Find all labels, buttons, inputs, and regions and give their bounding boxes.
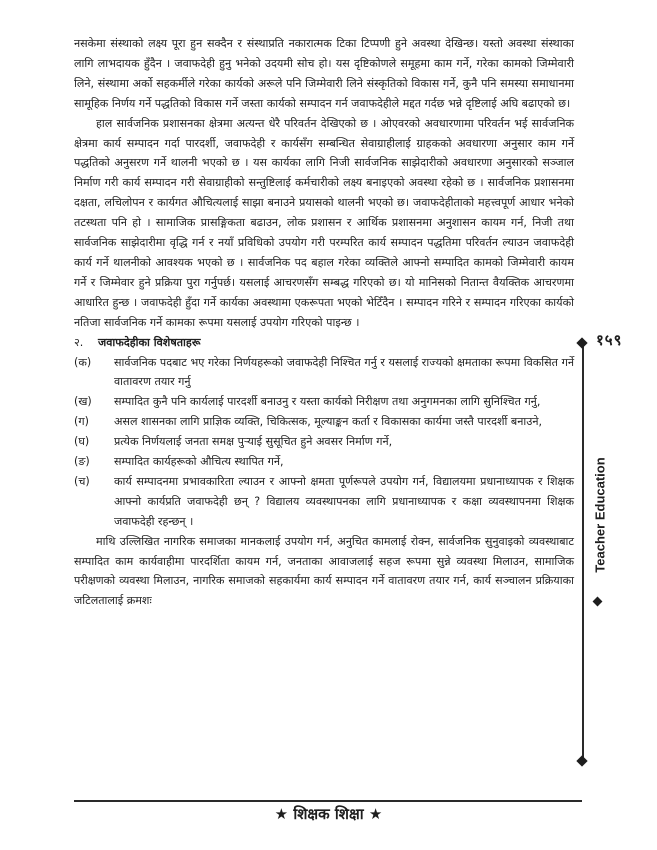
list-item [74,412,574,432]
list-item-text: सार्वजनिक पदबाट भए गरेका निर्णयहरूको जवाफदेही निश्चित गर्नु र यसलाई राज्यको क्षमताका रूपमा विकसित गर्ने वातावरण तयार गर्नु [114,355,574,389]
paragraph-closing: माथि उल्लिखित नागरिक समाजका मानकलाई उपयोग गर्न, अनुचित कामलाई रोक्न, सार्वजनिक सुनुवाइको व्यवस्थाबाट सम्पादित काम कार्यवाहीमा पारदर्शिता कायम गर्न, जनताका आवाजलाई सहज रूपमा सुन्ने व्यवस्था मिलाउन, सामाजिक परीक्षणको व्यवस्था मिलाउन, नागरिक समाजको सहकार्यमा कार्य सम्पादन गर्ने वातावरण तयार गर्न, कार्य सञ्चालन प्रक्रियाका जटिलतालाई क्रमशः [74,534,574,608]
side-label: Teacher Education [592,457,608,573]
list-item-text: कार्य सम्पादनमा प्रभावकारिता ल्याउन र आफ्नो क्षमता पूर्णरूपले उपयोग गर्न, विद्यालयमा प्रधानाध्यापक र शिक्षक आफ्नो कार्यप्रति जवाफदेही छन् ? विद्यालय व्यवस्थापनका लागि प्रधानाध्यापक र कक्षा व्यवस्थापनमा शिक्षक जवाफदेही रहन्छन् । [114,474,574,528]
list-item [74,392,574,412]
diamond-ornament-icon [576,337,587,348]
characteristics-list [74,353,574,532]
diamond-ornament-icon [576,755,587,766]
footer-rule [74,800,582,802]
page-number: १५९ [596,331,623,349]
section-number: २. [74,335,84,349]
list-marker: (ख) [74,395,92,409]
section-title: जवाफदेहीका विशेषताहरू [98,335,201,349]
diamond-bullet-icon [593,597,603,607]
list-item-text: प्रत्येक निर्णयलाई जनता समक्ष पुर्‍याई सुसूचित हुने अवसर निर्माण गर्ने, [114,435,393,449]
margin-rule [582,343,584,761]
list-marker: (क) [74,355,92,369]
section-heading [74,333,574,353]
list-item-text: सम्पादित कार्यहरूको औचित्य स्थापित गर्ने, [114,455,284,469]
list-item [74,472,574,532]
list-marker: (च) [74,474,90,488]
list-item-text: सम्पादित कुनै पनि कार्यलाई पारदर्शी बनाउनु र यस्ता कार्यको निरीक्षण तथा अनुगमनका लागि सुनिश्चित गर्नु, [114,395,541,409]
paragraph-public-administration: हाल सार्वजनिक प्रशासनका क्षेत्रमा अत्यन्त धेरै परिवर्तन देखिएको छ । ओएवरको अवधारणामा परिवर्तन भई सार्वजनिक क्षेत्रमा कार्य सम्पादन गर्दा पारदर्शी, जवाफदेही र कार्यसँग सम्बन्धित सेवाग्राहीलाई ग्राहकको अवधारणा अनुसार काम गर्ने पद्धतिको अनुसरण गर्ने थालनी भएको छ । यस कार्यका लागि निजी सार्वजनिक साझेदारीको अवधारणा अनुसारको सञ्जाल निर्माण गरी कार्य सम्पादन गरी सेवाग्राहीको सन्तुष्टिलाई कर्मचारीको लक्ष्य बनाइएको अवस्था रहेको छ । सार्वजनिक प्रशासनमा दक्षता, लचिलोपन र कार्यगत औचित्यलाई साझा बनाउने प्रयासको थालनी भएको छ। जवाफदेहीताको महत्त्वपूर्ण आधार भनेको तटस्थता पनि हो । सामाजिक प्रासङ्गिकता बढाउन, लोक प्रशासन र आर्थिक प्रशासनमा अनुशासन कायम गर्न, निजी तथा सार्वजनिक साझेदारीमा वृद्धि गर्न र नयाँ प्रविधिको उपयोग गरी परम्परित कार्य सम्पादन पद्धतिमा परिवर्तन ल्याउन जवाफदेही कार्य गर्ने थालनीको आवश्यक भएको छ । सार्वजनिक पद बहाल गरेका व्यक्तिले आफ्नो सम्पादित कामको जिम्मेवारी कायम गर्ने र जिम्मेवार हुने प्रक्रिया पुरा गर्नुपर्छ। यसलाई आचरणसँग सम्बद्ध गरिएको छ। यो मानिसको नितान्त वैयक्तिक आचरणमा आधारित हुन्छ । जवाफदेही हुँदा गर्ने कार्यका अवस्थामा एकरूपता भएको भेटिँदैन । सम्पादन गरिने र सम्पादन गरिएका कार्यको नतिजा सार्वजनिक गर्ने कामका रूपमा यसलाई उपयोग गरिएको पाइन्छ । [74,116,574,329]
body-text [74,34,574,611]
paragraph-intro: नसकेमा संस्थाको लक्ष्य पूरा हुन सक्दैन र संस्थाप्रति नकारात्मक टिका टिप्पणी हुने अवस्था देखिन्छ। यस्तो अवस्था संस्थाका लागि लाभदायक हुँदैन । जवाफदेही हुनु भनेको उदयमी सोच हो। यस दृष्टिकोणले समूहमा काम गर्ने, गरेका कामको जिम्मेवारी लिने, संस्थामा अर्को सहकर्मीले गरेका कार्यको अरूले पनि जिम्मेवारी लिने संस्कृतिको विकास गर्ने, कुनै पनि समस्या समाधानमा सामूहिक निर्णय गर्ने पद्धतिको विकास गर्ने जस्ता कार्यको सम्पादन गर्न जवाफदेहीले मद्दत गर्दछ भन्ने दृष्टिलाई अघि बढाएको छ। [74,37,574,110]
list-marker: (ङ) [74,455,90,469]
side-label-container [588,440,612,590]
footer-title: ★ शिक्षक शिक्षा ★ [274,805,383,823]
list-item [74,432,574,452]
list-marker: (घ) [74,435,90,449]
list-marker: (ग) [74,415,89,429]
list-item-text: असल शासनका लागि प्राज्ञिक व्यक्ति, चिकित्सक, मूल्याङ्कन कर्ता र विकासका कार्यमा जस्तै पारदर्शी बनाउने, [114,415,543,429]
list-item [74,353,574,393]
list-item [74,452,574,472]
